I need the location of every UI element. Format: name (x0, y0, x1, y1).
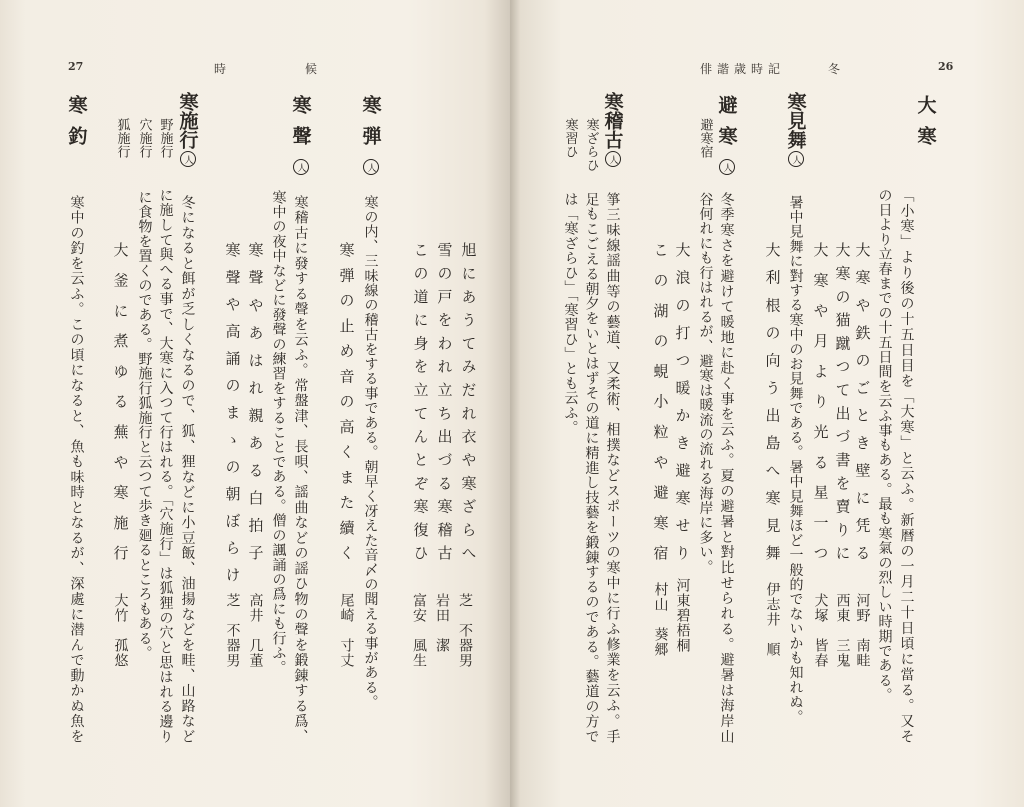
category-marker: 人 (719, 159, 735, 175)
entry-heading-daikan (915, 95, 936, 157)
page-number: 27 (68, 60, 84, 73)
haiku-author: 河東碧梧桐 (674, 578, 691, 653)
entry-text-line: 寒中の夜中などに發聲の練習をすることである。僧の諷誦の爲にも行ふ。 (270, 190, 287, 676)
running-head-title: 俳諧歳時記 (700, 62, 786, 76)
entry-text-line: に施して與へる事で、大寒に入つて行はれる。「穴施行」は狐狸の穴と思はれる邊り (157, 188, 174, 743)
heading-text: 寒施行 (176, 92, 199, 149)
entry-text-line: 「小寒」より後の十五日目を「大寒」と云ふ。新暦の一月二十日頃に當る。又そ (898, 188, 915, 743)
entry-text-line: 箏三味線謡曲等の藝道、又柔術、相撲などスポーツの寒中に行ふ修業を云ふ。手 (604, 192, 621, 743)
haiku-text: 寒聲やあはれ親ある白拍子 (246, 242, 265, 560)
haiku-author: 芝 不器男 (457, 593, 473, 668)
heading-text: 寒弾 (359, 95, 382, 157)
entry-text-line: 暑中見舞に對する寒中のお見舞である。暑中見舞ほど一般的でないかも知れぬ。 (787, 195, 804, 725)
category-marker: 人 (363, 159, 379, 175)
haiku-author: 西東 三鬼 (834, 593, 851, 668)
category-marker: 人 (605, 151, 621, 167)
haiku-text: この道に身を立てんとぞ寒復ひ (411, 242, 430, 560)
entry-text-line: 寒の内、三味線の稽古をする事である。朝早く冴えた音〆の聞える事がある。 (362, 195, 379, 710)
page-number: 26 (938, 60, 954, 73)
heading-text: 寒稽古 (601, 92, 624, 149)
haiku-author: 岩田 潔 (434, 593, 450, 653)
left-page (0, 0, 510, 807)
entry-text-line: 足もこごえる朝夕をいとはずその道に精進し技藝を鍛錬するのである。藝道の方で (583, 192, 600, 743)
running-head-char: 候 (305, 62, 318, 76)
haiku-author: 芝 不器男 (224, 593, 241, 668)
running-head-char: 時 (214, 62, 227, 76)
heading-text: 寒聲 (289, 95, 312, 157)
haiku-author: 大竹 孤悠 (112, 593, 129, 668)
entry-alias: 寒ざらひ (583, 118, 599, 172)
haiku-text: 大釜に煮ゆる蕪や寒施行 (111, 242, 130, 560)
haiku-text: 雪の戸をわれ立ち出づる寒稽古 (435, 242, 454, 560)
heading-text: 寒見舞 (784, 92, 807, 149)
entry-text-line: 谷何れにも行はれるが、避寒は暖流の流れる海岸に多い。 (697, 192, 714, 575)
entry-text-line: 冬になると餌が乏しくなるので、狐、狸などに小豆飯、油揚などを畦、山路など (179, 195, 196, 743)
entry-heading-kanmimai (785, 92, 806, 167)
entry-heading-kangeiko (602, 92, 623, 167)
haiku-author: 高井 几董 (247, 593, 264, 668)
entry-heading-kanzuri (66, 95, 87, 157)
haiku-author: 犬塚 皆春 (812, 593, 829, 668)
entry-text-line: 寒中の釣を云ふ。この頃になると、魚も味時となるが、深處に潜んで動かぬ魚を (68, 195, 85, 743)
haiku-text: 大寒や月より光る星一つ (811, 242, 830, 560)
running-head-season: 冬 (828, 62, 841, 76)
entry-alias: 穴施行 (136, 118, 152, 159)
right-page (510, 0, 1024, 807)
entry-alias: 狐施行 (114, 118, 130, 159)
heading-text: 避寒 (715, 95, 738, 157)
entry-alias: 野施行 (157, 118, 173, 159)
haiku-text: 大寒の猫蹴つて出づ書を賣りに (833, 242, 852, 560)
haiku-text: 寒聲や高誦のまゝの朝ぼらけ (223, 242, 242, 582)
haiku-author: 富安 風生 (411, 593, 427, 668)
haiku-author: 村山 葵郷 (652, 582, 669, 657)
category-marker: 人 (180, 151, 196, 167)
category-marker: 人 (788, 151, 804, 167)
haiku-text: 大浪の打つ暖かき避寒せり (673, 242, 692, 560)
entry-text-line: に食物を置くのである。野施行狐施行と云つて歩き廻るところもある。 (136, 190, 153, 661)
entry-text-line: 冬季寒さを避けて暖地に赴く事を云ふ。夏の避暑と對比せられる。避暑は海岸山 (718, 192, 735, 744)
heading-text: 大寒 (914, 95, 937, 157)
haiku-text: 旭にあうてみだれ衣や寒ざらへ (459, 242, 478, 560)
entry-text-line: は「寒ざらひ」「寒習ひ」とも云ふ。 (562, 192, 579, 435)
haiku-author: 伊志井 順 (764, 582, 781, 657)
entry-alias: 寒習ひ (562, 118, 578, 159)
haiku-text: 寒弾の止め音の高くまた續く (337, 242, 356, 560)
entry-heading-hikan (716, 95, 737, 175)
haiku-text: この湖の蜆小粒や避寒宿 (651, 242, 670, 560)
entry-text-line: 寒稽古に發する聲を云ふ。常盤津、長唄、謡曲などの謡ひ物の聲を鍛錬する爲、 (292, 195, 309, 743)
heading-text: 寒釣 (65, 95, 88, 157)
entry-heading-kangoe (290, 95, 311, 175)
haiku-text: 大利根の向う出島へ寒見舞 (763, 242, 782, 560)
entry-heading-kansegyo (177, 92, 198, 167)
entry-heading-kanbiki (360, 95, 381, 175)
haiku-author: 河野 南畦 (854, 593, 871, 668)
category-marker: 人 (293, 159, 309, 175)
entry-text-line: の日より立春までの十五日間を云ふ事もある。最も寒氣の烈しい時期である。 (876, 188, 893, 703)
haiku-text: 大寒や鉄のごとき壁に凭る (853, 242, 872, 560)
haiku-author: 尾崎 寸丈 (338, 593, 355, 668)
entry-alias: 避寒宿 (697, 118, 713, 159)
